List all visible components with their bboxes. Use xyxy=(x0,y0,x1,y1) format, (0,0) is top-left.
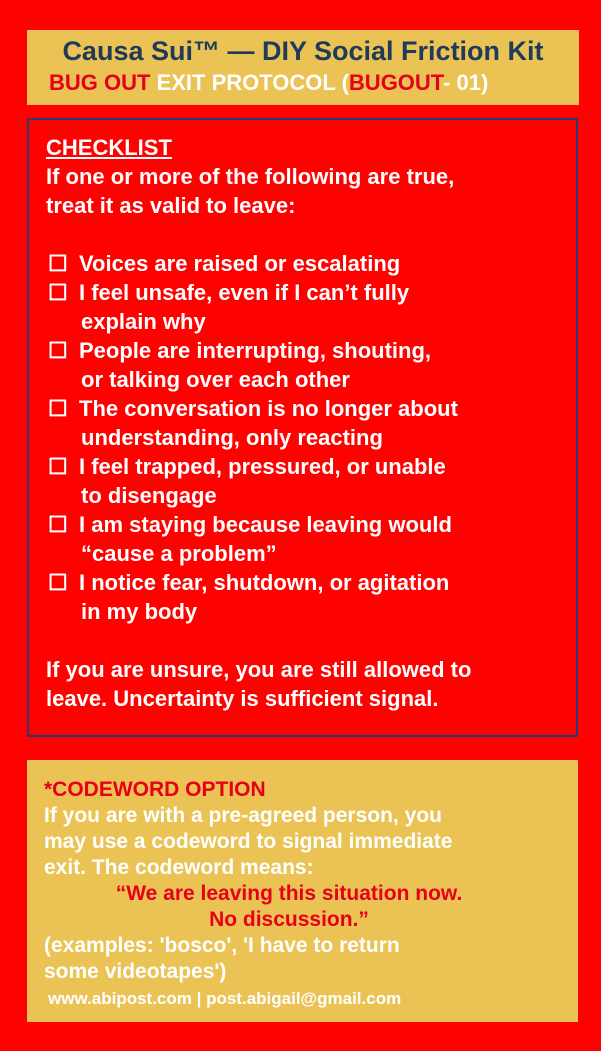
codeword-quote-1: “We are leaving this situation now. xyxy=(115,882,463,905)
codeword-text-1: If you are with a pre-agreed person, you xyxy=(44,804,442,827)
checklist-item-text: I feel trapped, pressured, or unable xyxy=(79,454,446,479)
checklist-intro-2: treat it as valid to leave: xyxy=(46,193,296,218)
checklist-item-text-cont: “cause a problem” xyxy=(81,541,277,566)
checklist-item[interactable] xyxy=(46,394,566,452)
checklist-intro-1: If one or more of the following are true, xyxy=(46,164,455,189)
checkbox-icon[interactable]: ☐ xyxy=(48,338,68,363)
checkbox-icon[interactable]: ☐ xyxy=(48,454,68,479)
checklist-heading: CHECKLIST xyxy=(46,135,172,160)
checklist-item[interactable] xyxy=(46,568,566,626)
checklist-item-text-cont: to disengage xyxy=(81,483,217,508)
spacer xyxy=(46,626,566,655)
checklist-item-text-cont: explain why xyxy=(81,309,206,334)
checkbox-icon[interactable]: ☐ xyxy=(48,396,68,421)
codeword-heading: *CODEWORD OPTION xyxy=(44,778,266,801)
checklist-item-text-cont: in my body xyxy=(81,599,198,624)
checklist-item-text: The conversation is no longer about xyxy=(79,396,458,421)
closing-text-1: If you are unsure, you are still allowed to xyxy=(46,657,472,682)
checkbox-icon[interactable]: ☐ xyxy=(48,251,68,276)
spacer xyxy=(46,220,566,249)
page-title: Causa Sui™ — DIY Social Friction Kit xyxy=(62,36,544,66)
codeword-text-3: exit. The codeword means: xyxy=(44,856,314,879)
codeword-panel xyxy=(27,760,578,1022)
checkbox-icon[interactable]: ☐ xyxy=(48,280,68,305)
checklist-item[interactable] xyxy=(46,452,566,510)
codeword-quote-2: No discussion.” xyxy=(209,908,369,931)
checklist-item[interactable] xyxy=(46,510,566,568)
subtitle-code: BUGOUT xyxy=(348,70,444,95)
codeword-example-1: (examples: 'bosco', 'I have to return xyxy=(44,934,400,957)
subtitle-code-suffix: - 01) xyxy=(443,70,489,95)
codeword-text-2: may use a codeword to signal immediate xyxy=(44,830,453,853)
checklist-item[interactable] xyxy=(46,336,566,394)
header-panel xyxy=(27,30,579,105)
checklist-content xyxy=(46,133,566,713)
checklist-item-text-cont: understanding, only reacting xyxy=(81,425,383,450)
checklist-item-text: People are interrupting, shouting, xyxy=(79,338,432,363)
codeword-content xyxy=(44,777,568,985)
checklist-item[interactable] xyxy=(46,278,566,336)
codeword-example-2: some videotapes') xyxy=(44,960,227,983)
checklist-item-text: I am staying because leaving would xyxy=(79,512,452,537)
subtitle xyxy=(49,70,579,96)
checkbox-icon[interactable]: ☐ xyxy=(48,570,68,595)
subtitle-bug-out: BUG OUT xyxy=(49,70,151,95)
subtitle-paren: ( xyxy=(341,70,349,95)
checklist-item[interactable] xyxy=(46,249,566,278)
closing-text-2: leave. Uncertainty is sufficient signal. xyxy=(46,686,439,711)
checkbox-icon[interactable]: ☐ xyxy=(48,512,68,537)
checklist-item-text: Voices are raised or escalating xyxy=(79,251,401,276)
checklist-item-text: I notice fear, shutdown, or agitation xyxy=(79,570,450,595)
checklist-item-text-cont: or talking over each other xyxy=(81,367,350,392)
subtitle-exit-protocol: EXIT PROTOCOL xyxy=(156,70,336,95)
footer-contact: www.abipost.com | post.abigail@gmail.com xyxy=(48,989,402,1008)
checklist-panel xyxy=(27,118,578,737)
checklist-item-text: I feel unsafe, even if I can’t fully xyxy=(79,280,410,305)
